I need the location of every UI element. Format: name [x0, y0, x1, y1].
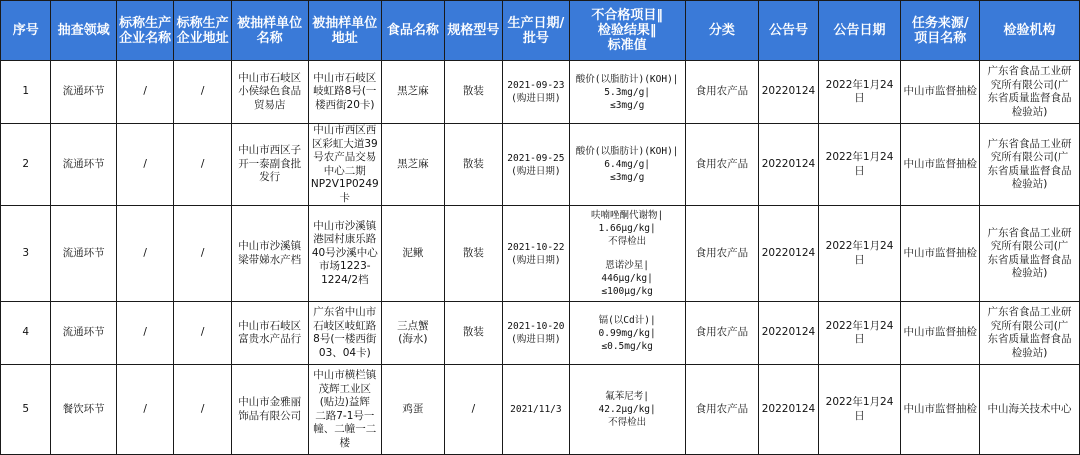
- header-cell: 不合格项目‖ 检验结果‖ 标准值: [569, 1, 685, 61]
- category-cell: 食用农产品: [685, 124, 759, 206]
- manufacturer-name-cell: /: [116, 365, 173, 455]
- header-cell: 分类: [685, 1, 759, 61]
- table-body: [1, 61, 1080, 455]
- domain-cell: 流通环节: [51, 124, 117, 206]
- header-cell: 规格型号: [444, 1, 502, 61]
- result-item: 呋喃唑酮代谢物| 1.66μg/kg| 不得检出: [591, 210, 664, 247]
- manufacturer-address-cell: /: [174, 124, 231, 206]
- header-cell: 抽查领域: [51, 1, 117, 61]
- domain-cell: 流通环节: [51, 206, 117, 302]
- manufacturer-address-cell: /: [174, 365, 231, 455]
- table-row: [1, 206, 1080, 302]
- spec-cell: 散装: [444, 124, 502, 206]
- table-row: [1, 124, 1080, 206]
- production-date-cell: 2021-10-22 (购进日期): [503, 206, 570, 302]
- manufacturer-name-cell: /: [116, 124, 173, 206]
- sampled-unit-name-cell: 中山市金雅丽 饰品有限公司: [231, 365, 308, 455]
- notice-date-cell: 2022年1月24日: [818, 365, 901, 455]
- task-source-cell: 中山市监督抽检: [901, 61, 980, 124]
- result-item: 氟苯尼考| 42.2μg/kg| 不得检出: [598, 391, 656, 428]
- table-row: [1, 61, 1080, 124]
- production-date-cell: 2021-09-23 (购进日期): [503, 61, 570, 124]
- result-cell: [569, 302, 685, 365]
- lab-cell: 广东省食品工业研 究所有限公司(广 东省质量监督食品 检验站): [980, 302, 1080, 365]
- lab-cell: 广东省食品工业研 究所有限公司(广 东省质量监督食品 检验站): [980, 61, 1080, 124]
- lab-cell: 广东省食品工业研 究所有限公司(广 东省质量监督食品 检验站): [980, 206, 1080, 302]
- food-name-cell: 黑芝麻: [382, 124, 445, 206]
- manufacturer-address-cell: /: [174, 302, 231, 365]
- sampled-unit-name-cell: 中山市石岐区 小侯绿色食品 贸易店: [231, 61, 308, 124]
- header-cell: 被抽样单位 地址: [308, 1, 382, 61]
- notice-number-cell: 20220124: [759, 302, 818, 365]
- notice-date-cell: 2022年1月24日: [818, 61, 901, 124]
- food-name-cell: 黑芝麻: [382, 61, 445, 124]
- sampled-unit-address-cell: 中山市西区西 区彩虹大道39 号农产品交易 中心二期 NP2V1P0249卡: [308, 124, 382, 206]
- table-row: [1, 365, 1080, 455]
- sampled-unit-address-cell: 中山市石岐区 岐虹路8号(一 楼西街20卡): [308, 61, 382, 124]
- header-cell: 被抽样单位 名称: [231, 1, 308, 61]
- production-date-cell: 2021/11/3: [503, 365, 570, 455]
- food-name-cell: 泥鳅: [382, 206, 445, 302]
- header-row: [1, 1, 1080, 61]
- header-cell: 标称生产 企业地址: [174, 1, 231, 61]
- notice-date-cell: 2022年1月24日: [818, 124, 901, 206]
- task-source-cell: 中山市监督抽检: [901, 124, 980, 206]
- result-item: 酸价(以脂肪计)(KOH)| 6.4mg/g| ≤3mg/g: [575, 146, 679, 183]
- category-cell: 食用农产品: [685, 61, 759, 124]
- category-cell: 食用农产品: [685, 206, 759, 302]
- spec-cell: 散装: [444, 206, 502, 302]
- food-name-cell: 三点蟹 (海水): [382, 302, 445, 365]
- result-item: 酸价(以脂肪计)(KOH)| 5.3mg/g| ≤3mg/g: [575, 73, 679, 111]
- manufacturer-address-cell: /: [174, 61, 231, 124]
- domain-cell: 餐饮环节: [51, 365, 117, 455]
- manufacturer-name-cell: /: [116, 206, 173, 302]
- notice-number-cell: 20220124: [759, 206, 818, 302]
- result-item: 恩诺沙星| 446μg/kg| ≤100μg/kg: [601, 260, 653, 297]
- notice-number-cell: 20220124: [759, 365, 818, 455]
- row-number-cell: 3: [1, 206, 51, 302]
- category-cell: 食用农产品: [685, 302, 759, 365]
- sampled-unit-name-cell: 中山市沙溪镇 梁带娣水产档: [231, 206, 308, 302]
- task-source-cell: 中山市监督抽检: [901, 302, 980, 365]
- result-cell: [569, 365, 685, 455]
- production-date-cell: 2021-09-25 (购进日期): [503, 124, 570, 206]
- domain-cell: 流通环节: [51, 302, 117, 365]
- row-number-cell: 1: [1, 61, 51, 124]
- row-number-cell: 2: [1, 124, 51, 206]
- header-cell: 公告号: [759, 1, 818, 61]
- header-cell: 序号: [1, 1, 51, 61]
- category-cell: 食用农产品: [685, 365, 759, 455]
- sampled-unit-address-cell: 中山市横栏镇 茂辉工业区 (贴边)益辉 二路7-1号一 幢、二幢一二 楼: [308, 365, 382, 455]
- header-cell: 公告日期: [818, 1, 901, 61]
- result-item: 镉(以Cd计)| 0.99mg/kg| ≤0.5mg/kg: [598, 314, 656, 352]
- sampled-unit-address-cell: 中山市沙溪镇 港园村康乐路 40号沙溪中心 市场1223- 1224/2档: [308, 206, 382, 302]
- result-cell: [569, 124, 685, 206]
- notice-number-cell: 20220124: [759, 61, 818, 124]
- result-cell: [569, 206, 685, 302]
- header-cell: 食品名称: [382, 1, 445, 61]
- sampled-unit-address-cell: 广东省中山市 石岐区岐虹路 8号(一楼西街 03、04卡): [308, 302, 382, 365]
- row-number-cell: 4: [1, 302, 51, 365]
- header-cell: 标称生产 企业名称: [116, 1, 173, 61]
- task-source-cell: 中山市监督抽检: [901, 365, 980, 455]
- notice-number-cell: 20220124: [759, 124, 818, 206]
- sampled-unit-name-cell: 中山市西区子 开一泰副食批 发行: [231, 124, 308, 206]
- notice-date-cell: 2022年1月24日: [818, 206, 901, 302]
- result-cell: [569, 61, 685, 124]
- food-name-cell: 鸡蛋: [382, 365, 445, 455]
- header-cell: 生产日期/ 批号: [503, 1, 570, 61]
- row-number-cell: 5: [1, 365, 51, 455]
- task-source-cell: 中山市监督抽检: [901, 206, 980, 302]
- notice-date-cell: 2022年1月24日: [818, 302, 901, 365]
- table-row: [1, 302, 1080, 365]
- header-cell: 检验机构: [980, 1, 1080, 61]
- production-date-cell: 2021-10-20 (购进日期): [503, 302, 570, 365]
- manufacturer-address-cell: /: [174, 206, 231, 302]
- spec-cell: /: [444, 365, 502, 455]
- domain-cell: 流通环节: [51, 61, 117, 124]
- lab-cell: 中山海关技术中心: [980, 365, 1080, 455]
- header-cell: 任务来源/ 项目名称: [901, 1, 980, 61]
- manufacturer-name-cell: /: [116, 61, 173, 124]
- manufacturer-name-cell: /: [116, 302, 173, 365]
- sampled-unit-name-cell: 中山市石岐区 富贵水产品行: [231, 302, 308, 365]
- spec-cell: 散装: [444, 302, 502, 365]
- spec-cell: 散装: [444, 61, 502, 124]
- lab-cell: 广东省食品工业研 究所有限公司(广 东省质量监督食品 检验站): [980, 124, 1080, 206]
